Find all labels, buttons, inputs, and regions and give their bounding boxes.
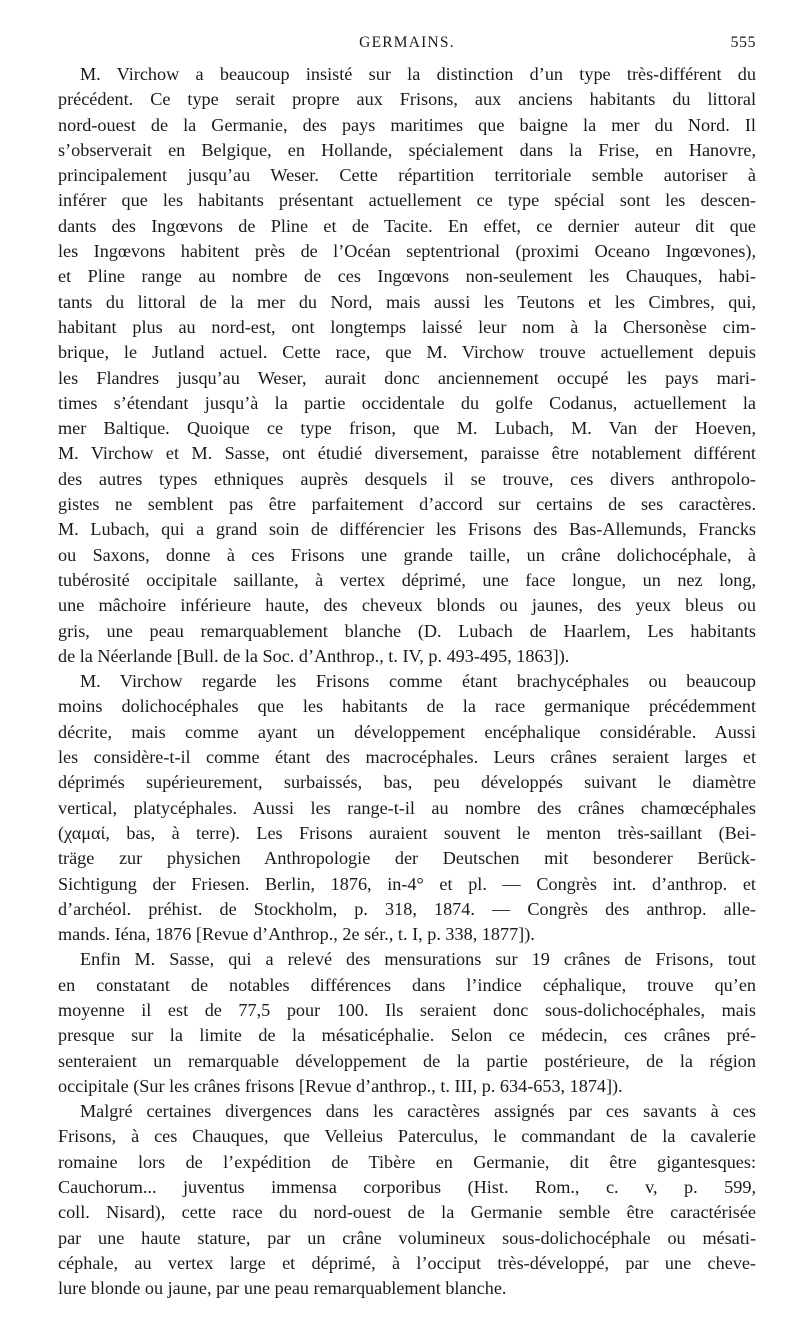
text-line: M. Virchow regarde les Frisons comme étant brachycéphales ou beaucoup: [80, 671, 756, 692]
text-line: une mâchoire inférieure haute, des cheveux blonds ou jaunes, des yeux bleus ou: [58, 595, 756, 616]
text-line: gistes ne semblent pas être parfaitement d’accord sur certains de ses caractères.: [58, 494, 756, 515]
body-text: [58, 62, 756, 1302]
text-line: occipitale (Sur les crânes frisons [Revue d’anthrop., t. III, p. 634-653, 1874]).: [58, 1075, 623, 1096]
text-line: principalement jusqu’au Weser. Cette répartition territoriale semble autoriser à: [58, 165, 756, 186]
text-line: times s’étendant jusqu’à la partie occidentale du golfe Codanus, actuellement la: [58, 392, 756, 413]
text-line: céphale, au vertex large et déprimé, à l’occiput très-développé, par une cheve-: [58, 1252, 756, 1273]
text-line: Malgré certaines divergences dans les caractères assignés par ces savants à ces: [80, 1101, 756, 1122]
text-line: habitant plus au nord-est, ont longtemps laissé leur nom à la Chersonèse cim-: [58, 316, 756, 337]
text-line: mer Baltique. Quoique ce type frison, que M. Lubach, M. Van der Hoeven,: [58, 418, 756, 439]
paragraph: [58, 1099, 756, 1301]
text-line: les considère-t-il comme étant des macrocéphales. Leurs crânes seraient larges et: [58, 747, 756, 768]
text-line: romaine lors de l’expédition de Tibère en Germanie, dit être gigantesques:: [58, 1151, 756, 1172]
text-line: senteraient un remarquable développement de la partie postérieure, de la région: [58, 1050, 756, 1071]
text-line: s’observerait en Belgique, en Hollande, spécialement dans la Frise, en Hanovre,: [58, 139, 756, 160]
text-line: M. Lubach, qui a grand soin de différencier les Frisons des Bas-Allemunds, Francks: [58, 519, 756, 540]
text-line: et Pline range au nombre de ces Ingœvons non-seulement les Chauques, habi-: [58, 266, 756, 287]
text-line: nord-ouest de la Germanie, des pays maritimes que baigne la mer du Nord. Il: [58, 114, 756, 135]
text-line: mands. Iéna, 1876 [Revue d’Anthrop., 2e sér., t. I, p. 338, 1877]).: [58, 924, 535, 945]
text-line: ou Saxons, donne à ces Frisons une grande taille, un crâne dolichocéphale, à: [58, 544, 756, 565]
text-line: décrite, mais comme ayant un développement encéphalique considérable. Aussi: [58, 721, 756, 742]
text-line: tubérosité occipitale saillante, à vertex déprimé, une face longue, un nez long,: [58, 569, 756, 590]
text-line: de la Néerlande [Bull. de la Soc. d’Anthrop., t. IV, p. 493-495, 1863]).: [58, 645, 570, 666]
text-line: Enfin M. Sasse, qui a relevé des mensurations sur 19 crânes de Frisons, tout: [80, 949, 756, 970]
paragraph: [58, 62, 756, 669]
page-number: 555: [730, 34, 756, 51]
text-line: brique, le Jutland actuel. Cette race, que M. Virchow trouve actuellement depuis: [58, 342, 756, 363]
text-line: Cauchorum... juventus immensa corporibus (Hist. Rom., c. v, p. 599,: [58, 1177, 756, 1198]
text-line: vertical, platycéphales. Aussi les range-t-il au nombre des crânes chamœcéphales: [58, 797, 756, 818]
text-line: précédent. Ce type serait propre aux Frisons, aux anciens habitants du littoral: [58, 89, 756, 110]
text-line: déprimés supérieurement, surbaissés, bas, peu développés suivant le diamètre: [58, 772, 756, 793]
text-line: träge zur physichen Anthropologie der Deutschen mit besonderer Berück-: [58, 848, 756, 869]
paragraph: [58, 669, 756, 947]
paragraph: [58, 947, 756, 1099]
text-line: presque sur la limite de la mésaticéphalie. Selon ce médecin, ces crânes pré-: [58, 1025, 756, 1046]
text-line: tants du littoral de la mer du Nord, mais aussi les Teutons et les Cimbres, qui,: [58, 291, 756, 312]
text-line: en constatant de notables différences dans l’indice céphalique, trouve qu’en: [58, 974, 756, 995]
text-line: lure blonde ou jaune, par une peau remarquablement blanche.: [58, 1278, 507, 1299]
text-line: gris, une peau remarquablement blanche (D. Lubach de Haarlem, Les habitants: [58, 620, 756, 641]
text-line: Frisons, à ces Chauques, que Velleius Paterculus, le commandant de la cavalerie: [58, 1126, 756, 1147]
text-line: (χαμαί, bas, à terre). Les Frisons auraient souvent le menton très-saillant (Bei-: [58, 822, 756, 843]
text-line: les Ingœvons habitent près de l’Océan septentrional (proximi Oceano Ingœvones),: [58, 241, 756, 262]
book-page: [58, 30, 756, 1302]
text-line: dants des Ingœvons de Pline et de Tacite. En effet, ce dernier auteur dit que: [58, 215, 756, 236]
text-line: d’archéol. préhist. de Stockholm, p. 318, 1874. — Congrès des anthrop. alle-: [58, 898, 756, 919]
text-line: M. Virchow a beaucoup insisté sur la distinction d’un type très-différent du: [80, 64, 756, 84]
text-line: moyenne il est de 77,5 pour 100. Ils seraient donc sous-dolichocéphales, mais: [58, 999, 756, 1020]
text-line: coll. Nisard), cette race du nord-ouest de la Germanie semble être caractérisée: [58, 1202, 756, 1223]
running-title: GERMAINS.: [359, 34, 455, 51]
text-line: inférer que les habitants présentant actuellement ce type spécial sont les descen-: [58, 190, 756, 211]
text-line: les Flandres jusqu’au Weser, aurait donc anciennement occupé les pays mari-: [58, 367, 756, 388]
text-line: moins dolichocéphales que les habitants de la race germanique précédemment: [58, 696, 756, 717]
running-header: [58, 30, 756, 62]
text-line: M. Virchow et M. Sasse, ont étudié diversement, paraisse être notablement différent: [58, 443, 756, 464]
text-line: par une haute stature, par un crâne volumineux sous-dolichocéphale ou mésati-: [58, 1227, 756, 1248]
text-line: des autres types ethniques auprès desquels il se trouve, ces divers anthropolo-: [58, 468, 756, 489]
text-line: Sichtigung der Friesen. Berlin, 1876, in-4° et pl. — Congrès int. d’anthrop. et: [58, 873, 756, 894]
